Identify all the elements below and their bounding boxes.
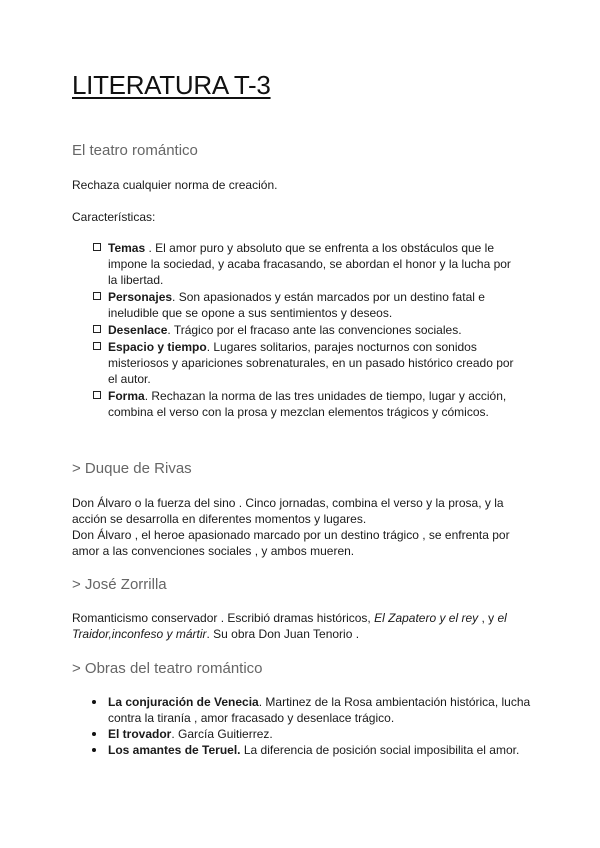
list-item [92, 742, 532, 758]
bullet-icon [92, 748, 96, 752]
list-item [92, 726, 532, 742]
teatro-intro: Rechaza cualquier norma de creación. [72, 178, 278, 192]
section-heading-teatro: El teatro romántico [72, 142, 198, 159]
zorrilla-text-mid: , y [478, 611, 498, 625]
checkbox-icon [93, 325, 101, 333]
list-item [93, 322, 523, 338]
list-item [93, 240, 523, 288]
item-text: . Martinez de la Rosa ambientación histórica, lucha contra la tiranía , amor fracasado y desenlace trágico. [108, 695, 531, 725]
list-item [93, 388, 523, 420]
list-item [92, 694, 532, 726]
section-heading-rivas: > Duque de Rivas [72, 460, 192, 477]
item-term: Espacio y tiempo [108, 340, 207, 354]
item-term: El trovador [108, 727, 172, 741]
checkbox-icon [93, 292, 101, 300]
section-heading-obras: > Obras del teatro romántico [72, 660, 263, 677]
item-term: Desenlace [108, 323, 168, 337]
rivas-paragraph-1: Don Álvaro o la fuerza del sino . Cinco jornadas, combina el verso y la prosa, y la acción se desarrolla en diferentes momentos y lugares. [72, 496, 504, 526]
checkbox-icon [93, 391, 101, 399]
item-text: . García Guitierrez. [171, 727, 273, 741]
item-term: Forma [108, 389, 145, 403]
zorrilla-work-2: el Traidor,inconfeso y mártir [72, 611, 507, 641]
zorrilla-text-end: . Su obra Don Juan Tenorio . [206, 627, 360, 641]
caracteristicas-label: Características: [72, 210, 156, 224]
item-term: Personajes [108, 290, 173, 304]
checkbox-icon [93, 243, 101, 251]
bullet-icon [92, 700, 96, 704]
item-text: . Rechazan la norma de las tres unidades de tiempo, lugar y acción, combina el verso con la prosa y mezclan elementos trágicos y cómicos. [108, 389, 507, 419]
zorrilla-text-start: Romanticismo conservador . Escribió dramas históricos, [72, 611, 375, 625]
zorrilla-paragraph [72, 610, 532, 642]
item-term: Los amantes de Teruel. [108, 743, 241, 757]
list-item [93, 339, 523, 387]
item-term: La conjuración de Venecia [108, 695, 259, 709]
item-text: La diferencia de posición social imposibilita el amor. [240, 743, 520, 757]
rivas-paragraph-2: Don Álvaro , el heroe apasionado marcado por un destino trágico , se enfrenta por amor a las convenciones sociales , y ambos mueren. [72, 528, 510, 558]
item-text: . Lugares solitarios, parajes nocturnos con sonidos misteriosos y apariciones sobrenaturales, en un pasado histórico creado por el autor. [108, 340, 514, 386]
list-item [93, 289, 523, 321]
section-heading-zorrilla: > José Zorrilla [72, 576, 167, 593]
item-term: Temas [108, 241, 146, 255]
checkbox-icon [93, 342, 101, 350]
item-text: . Trágico por el fracaso ante las convenciones sociales. [167, 323, 462, 337]
bullet-icon [92, 732, 96, 736]
document-title: LITERATURA T-3 [72, 70, 271, 100]
zorrilla-work-1: El Zapatero y el rey [374, 611, 479, 625]
item-text: . El amor puro y absoluto que se enfrenta a los obstáculos que le impone la sociedad, y acaba fracasando, se abordan el honor y la lucha por la libertad. [108, 241, 511, 287]
obras-list [92, 694, 532, 758]
item-text: . Son apasionados y están marcados por un destino fatal e ineludible que se opone a sus sentimientos y deseos. [108, 290, 485, 320]
caracteristicas-list [93, 240, 523, 421]
